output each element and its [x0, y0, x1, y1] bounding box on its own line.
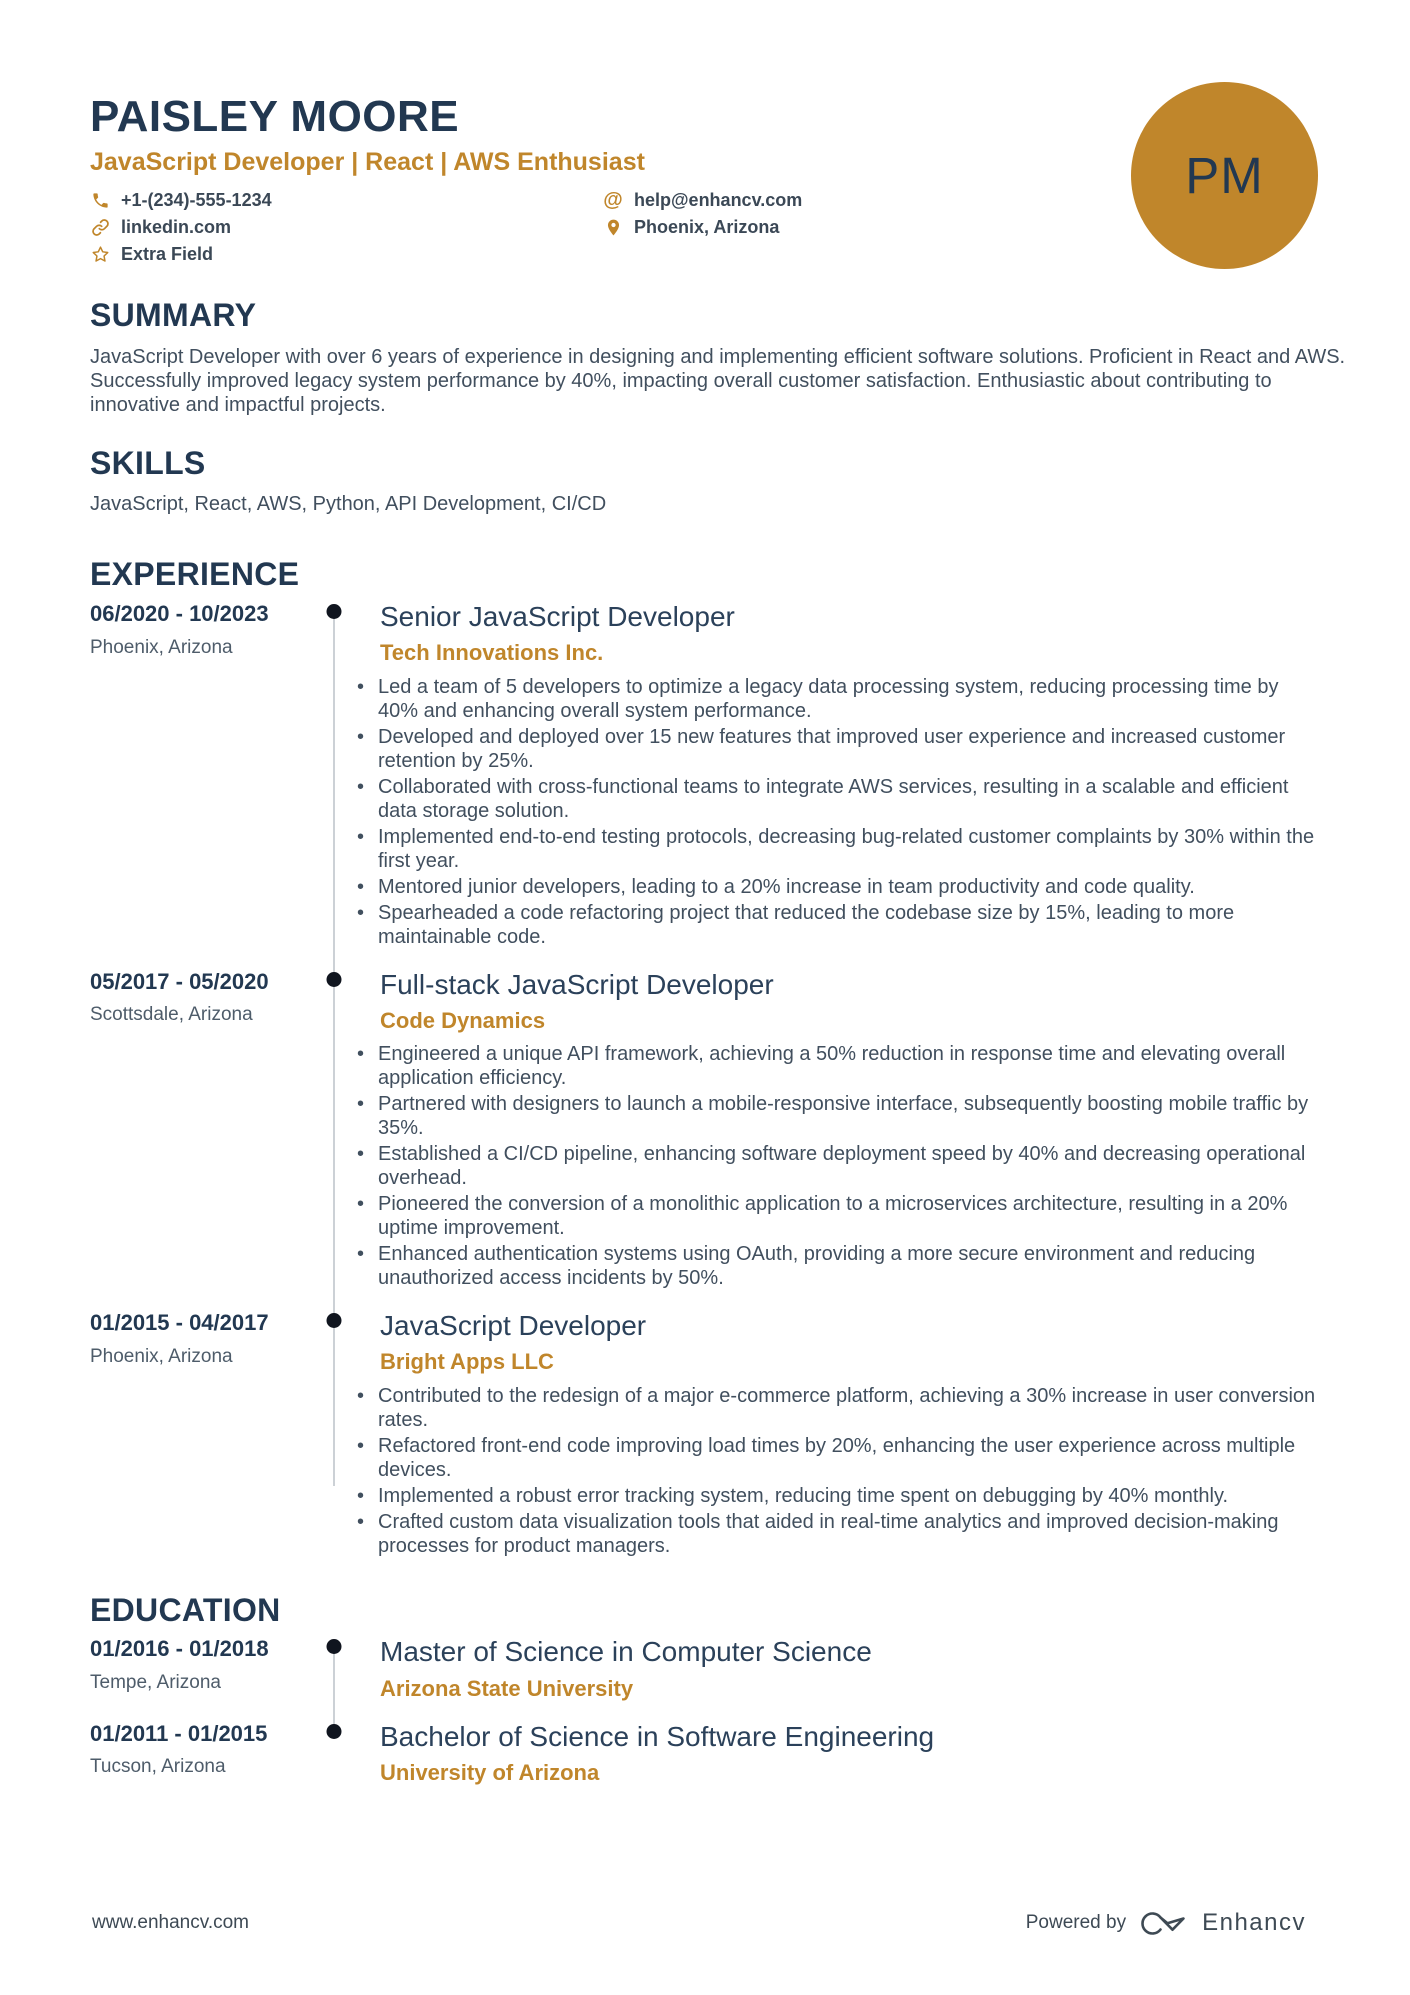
summary-text: JavaScript Developer with over 6 years of experience in designing and implementing efficient software solutions. Proficient in React and AWS. Successfully improved legacy system performance by 40%, impacting overall customer satisfaction. Enthusiastic about contributing to innovative and impactful projects.	[90, 345, 1346, 416]
section-skills	[90, 445, 1346, 517]
entry-body	[352, 1721, 1346, 1785]
timeline-line	[333, 1324, 335, 1486]
header	[90, 92, 1346, 265]
entry-meta	[90, 601, 316, 948]
timeline	[316, 1721, 352, 1785]
powered-by-block[interactable]	[1026, 1909, 1306, 1937]
footer	[92, 1909, 1306, 1937]
phone-icon	[90, 190, 110, 210]
bullet-item: • Established a CI/CD pipeline, enhancing software deployment speed by 40% and decreasing operational overhead.	[352, 1142, 1317, 1190]
bullet-item: • Developed and deployed over 15 new features that improved user experience and increased customer retention by 25%.	[352, 725, 1317, 773]
link-icon	[90, 217, 110, 237]
bullet-item: • Enhanced authentication systems using OAuth, providing a more secure environment and reducing unauthorized access incidents by 50%.	[352, 1242, 1317, 1290]
timeline	[316, 969, 352, 1290]
bullet-item: • Engineered a unique API framework, achieving a 50% reduction in response time and elevating overall application efficiency.	[352, 1042, 1317, 1090]
entry-meta	[90, 969, 316, 1290]
contact-column-left	[90, 190, 603, 265]
entry-meta	[90, 1721, 316, 1785]
bullet-list	[352, 675, 1346, 949]
headline: JavaScript Developer | React | AWS Enthusiast	[90, 148, 645, 176]
entry-body	[352, 601, 1346, 948]
entry-location: Scottsdale, Arizona	[90, 1004, 253, 1026]
bullet-item: • Pioneered the conversion of a monolithic application to a microservices architecture, resulting in a 20% uptime improvement.	[352, 1192, 1317, 1240]
pin-icon	[603, 217, 623, 237]
bullet-item: • Implemented a robust error tracking system, reducing time spent on debugging by 40% monthly.	[352, 1484, 1317, 1508]
degree-title: Master of Science in Computer Science	[380, 1636, 872, 1668]
timeline-line	[333, 983, 335, 1326]
timeline	[316, 601, 352, 948]
entry-dates: 06/2020 - 10/2023	[90, 601, 269, 627]
entry-dates: 05/2017 - 05/2020	[90, 968, 269, 994]
summary-heading: SUMMARY	[90, 296, 257, 333]
entry-dates: 01/2015 - 04/2017	[90, 1310, 269, 1336]
bullet-item: • Crafted custom data visualization tools that aided in real-time analytics and improved decision-making processes for product managers.	[352, 1510, 1317, 1558]
entry-meta	[90, 1636, 316, 1700]
bullet-item: • Refactored front-end code improving load times by 20%, enhancing the user experience across multiple devices.	[352, 1434, 1317, 1482]
entry-meta	[90, 1310, 316, 1557]
entry-location: Phoenix, Arizona	[90, 636, 233, 658]
contact-linkedin[interactable]	[90, 217, 603, 238]
timeline	[316, 1310, 352, 1557]
bullet-item: • Collaborated with cross-functional teams to integrate AWS services, resulting in a scalable and efficient data storage solution.	[352, 775, 1317, 823]
company-name: Bright Apps LLC	[380, 1349, 554, 1375]
timeline-dot	[327, 604, 342, 619]
job-title: Senior JavaScript Developer	[380, 601, 735, 633]
at-icon: @	[603, 189, 623, 212]
phone-number: +1-(234)-555-1234	[121, 189, 272, 210]
footer-website-link[interactable]: www.enhancv.com	[92, 1912, 249, 1933]
job-title: JavaScript Developer	[380, 1310, 647, 1342]
entry-dates: 01/2016 - 01/2018	[90, 1636, 269, 1662]
contact-phone[interactable]	[90, 190, 603, 211]
location-text: Phoenix, Arizona	[634, 216, 780, 237]
avatar	[1131, 82, 1318, 269]
bullet-item: • Mentored junior developers, leading to a 20% increase in team productivity and code quality.	[352, 875, 1317, 899]
skills-list: JavaScript, React, AWS, Python, API Development, CI/CD	[90, 493, 607, 516]
section-education	[90, 1592, 1346, 1786]
contact-extra-field[interactable]	[90, 244, 603, 265]
entry-location: Tucson, Arizona	[90, 1756, 226, 1778]
bullet-item: • Led a team of 5 developers to optimize a legacy data processing system, reducing processing time by 40% and enhancing overall system performance.	[352, 675, 1317, 723]
company-name: Tech Innovations Inc.	[380, 640, 604, 666]
experience-entry	[90, 601, 1346, 948]
timeline	[316, 1636, 352, 1700]
section-summary	[90, 297, 1346, 417]
experience-entry	[90, 1310, 1346, 1557]
education-entry	[90, 1721, 1346, 1785]
education-entry	[90, 1636, 1346, 1700]
timeline-dot	[327, 1724, 342, 1739]
school-name: University of Arizona	[380, 1760, 600, 1786]
timeline-dot	[327, 972, 342, 987]
bullet-item: • Implemented end-to-end testing protocols, decreasing bug-related customer complaints by 30% within the first year.	[352, 825, 1317, 873]
timeline-line	[333, 615, 335, 984]
entry-body	[352, 969, 1346, 1290]
section-experience	[90, 556, 1346, 1557]
enhancv-logo-icon	[1139, 1910, 1189, 1937]
education-heading: EDUCATION	[90, 1591, 281, 1628]
bullet-list	[352, 1384, 1346, 1558]
timeline-dot	[327, 1639, 342, 1654]
experience-heading: EXPERIENCE	[90, 556, 300, 593]
company-name: Code Dynamics	[380, 1007, 546, 1033]
entry-location: Tempe, Arizona	[90, 1671, 221, 1693]
powered-by-label: Powered by	[1025, 1912, 1127, 1933]
email-address: help@enhancv.com	[634, 189, 803, 210]
entry-location: Phoenix, Arizona	[90, 1345, 233, 1367]
enhancv-brand-name: Enhancv	[1202, 1909, 1306, 1936]
contact-column-right	[603, 190, 802, 265]
entry-body	[352, 1310, 1346, 1557]
skills-heading: SKILLS	[90, 444, 206, 481]
school-name: Arizona State University	[380, 1675, 634, 1701]
linkedin-url: linkedin.com	[121, 216, 232, 237]
extra-field-label: Extra Field	[121, 243, 214, 264]
star-icon	[90, 244, 110, 264]
experience-entry	[90, 969, 1346, 1290]
timeline-dot	[327, 1313, 342, 1328]
contact-location[interactable]	[603, 217, 802, 238]
avatar-initials: PM	[1185, 147, 1264, 204]
person-name: PAISLEY MOORE	[90, 92, 460, 141]
degree-title: Bachelor of Science in Software Engineering	[380, 1720, 935, 1752]
entry-body	[352, 1636, 1346, 1700]
bullet-item: • Partnered with designers to launch a mobile-responsive interface, subsequently boosting mobile traffic by 35%.	[352, 1092, 1317, 1140]
bullet-item: • Contributed to the redesign of a major e-commerce platform, achieving a 30% increase in user conversion rates.	[352, 1384, 1317, 1432]
contact-email[interactable]	[603, 190, 802, 211]
bullet-item: • Spearheaded a code refactoring project that reduced the codebase size by 15%, leading to more maintainable code.	[352, 901, 1317, 949]
job-title: Full-stack JavaScript Developer	[380, 968, 774, 1000]
bullet-list	[352, 1042, 1346, 1290]
entry-dates: 01/2011 - 01/2015	[90, 1720, 268, 1746]
